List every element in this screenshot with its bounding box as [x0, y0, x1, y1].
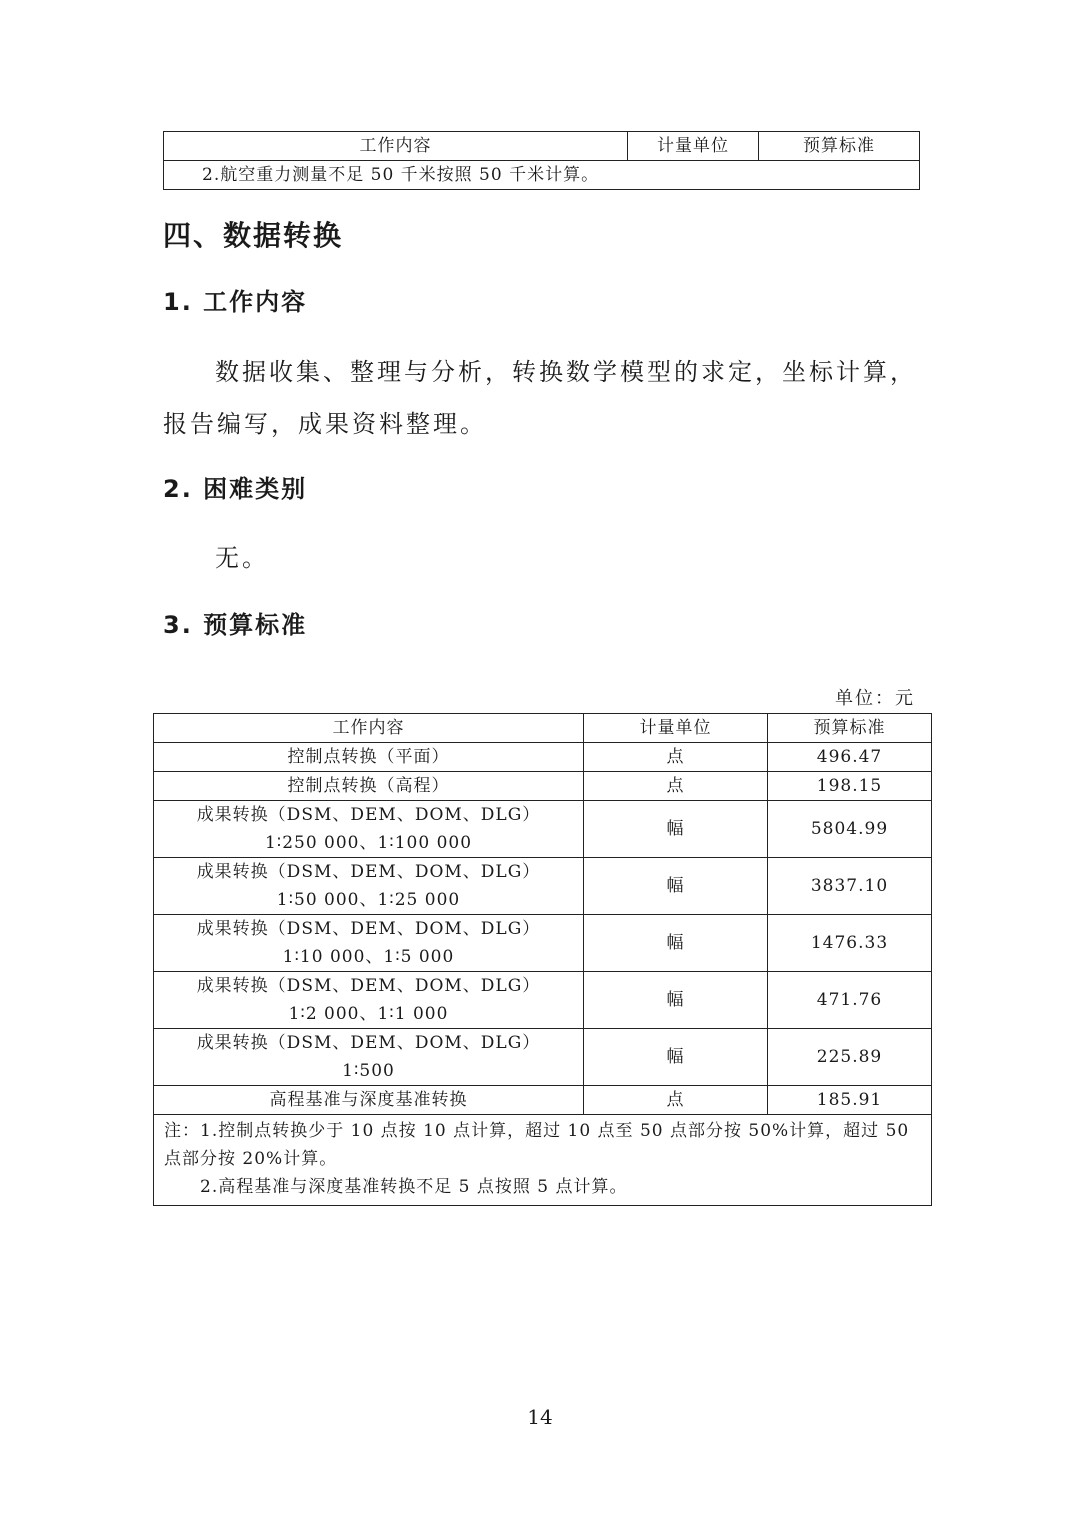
row-item-line1: 成果转换（DSM、DEM、DOM、DLG）: [196, 976, 541, 996]
table-row: [154, 972, 932, 1029]
table-notes-row: [154, 1115, 932, 1206]
table-row: [154, 858, 932, 915]
row-unit: 点: [584, 1086, 768, 1115]
difficulty-paragraph: 无。: [215, 544, 269, 572]
table-row: [154, 915, 932, 972]
table-row: [154, 743, 932, 772]
row-item: 控制点转换（平面）: [154, 743, 584, 772]
page-number: 14: [527, 1405, 553, 1429]
budget-table: [153, 713, 932, 1206]
note-1: 注：1.控制点转换少于 10 点按 10 点计算，超过 10 点至 50 点部分按 50%计算，超过 50 点部分按 20%计算。: [164, 1121, 910, 1169]
row-price: 3837.10: [768, 858, 932, 915]
subsection-heading-work-content: 1. 工作内容: [163, 288, 308, 316]
section-title: 四、数据转换: [163, 219, 344, 252]
row-price: 496.47: [768, 743, 932, 772]
row-price: 185.91: [768, 1086, 932, 1115]
row-item: [154, 1029, 584, 1086]
table-row: [154, 1029, 932, 1086]
header-budget: 预算标准: [768, 714, 932, 743]
row-unit: 幅: [584, 858, 768, 915]
row-unit: 幅: [584, 1029, 768, 1086]
header-unit: 计量单位: [584, 714, 768, 743]
row-item-line2: 1∶2 000、1∶1 000: [288, 1004, 449, 1024]
header-work-content: 工作内容: [164, 132, 628, 161]
row-item-line2: 1∶250 000、1∶100 000: [264, 833, 473, 853]
row-item: [154, 915, 584, 972]
row-unit: 点: [584, 743, 768, 772]
row-price: 1476.33: [768, 915, 932, 972]
note-2: 2.高程基准与深度基准转换不足 5 点按照 5 点计算。: [200, 1177, 628, 1197]
row-item-line1: 成果转换（DSM、DEM、DOM、DLG）: [196, 862, 541, 882]
table-row: [154, 772, 932, 801]
row-item: [154, 972, 584, 1029]
row-item: 控制点转换（高程）: [154, 772, 584, 801]
table-note-row: [164, 161, 920, 190]
subsection-heading-budget: 3. 预算标准: [163, 611, 308, 639]
row-price: 5804.99: [768, 801, 932, 858]
work-content-paragraph: 数据收集、整理与分析，转换数学模型的求定，坐标计算，报告编写，成果资料整理。: [163, 358, 917, 438]
row-unit: 点: [584, 772, 768, 801]
header-work-content: 工作内容: [154, 714, 584, 743]
header-budget: 预算标准: [759, 132, 920, 161]
table-note: 2.航空重力测量不足 50 千米按照 50 千米计算。: [164, 161, 920, 190]
row-item: [154, 858, 584, 915]
row-item-line2: 1∶50 000、1∶25 000: [276, 890, 461, 910]
unit-label: 单位：元: [835, 688, 915, 709]
table-row: [154, 801, 932, 858]
top-table-fragment: [163, 131, 920, 190]
row-unit: 幅: [584, 801, 768, 858]
row-item-line2: 1∶500: [342, 1061, 395, 1081]
row-price: 471.76: [768, 972, 932, 1029]
table-header-row: [154, 714, 932, 743]
table-header-row: [164, 132, 920, 161]
row-item: [154, 801, 584, 858]
subsection-heading-difficulty: 2. 困难类别: [163, 475, 308, 503]
table-notes: [154, 1115, 932, 1206]
row-price: 198.15: [768, 772, 932, 801]
row-item-line2: 1∶10 000、1∶5 000: [282, 947, 455, 967]
row-item-line1: 成果转换（DSM、DEM、DOM、DLG）: [196, 919, 541, 939]
header-unit: 计量单位: [628, 132, 759, 161]
row-unit: 幅: [584, 915, 768, 972]
row-item-line1: 成果转换（DSM、DEM、DOM、DLG）: [196, 805, 541, 825]
row-item-line1: 成果转换（DSM、DEM、DOM、DLG）: [196, 1033, 541, 1053]
table-row: [154, 1086, 932, 1115]
row-unit: 幅: [584, 972, 768, 1029]
row-item: 高程基准与深度基准转换: [154, 1086, 584, 1115]
row-price: 225.89: [768, 1029, 932, 1086]
